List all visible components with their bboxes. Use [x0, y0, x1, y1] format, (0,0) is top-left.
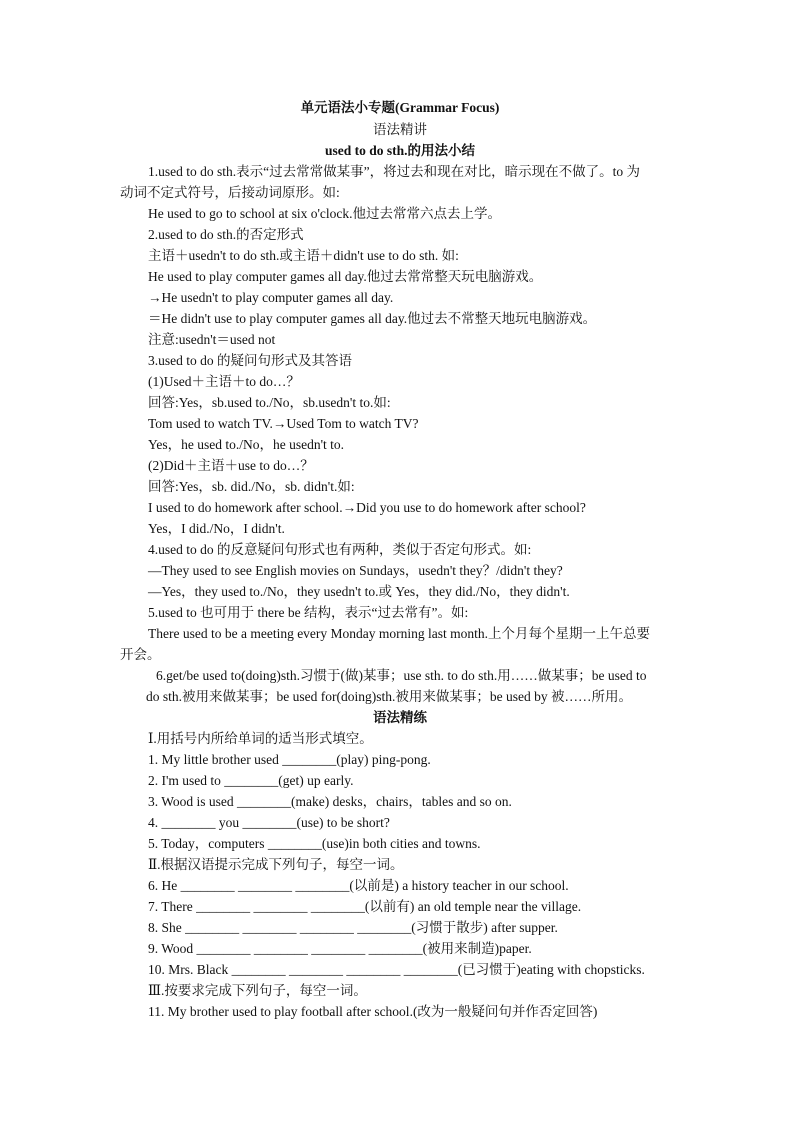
exercise-item: 4. ________ you ________(use) to be short?: [148, 815, 390, 830]
summary-heading: used to do sth.的用法小结: [324, 143, 476, 158]
exercise-item: 9. Wood ________ ________ ________ ________(被用来制造)paper.: [148, 941, 532, 956]
grammar-line: 5.used to 也可用于 there be 结构，表示“过去常有”。如:: [148, 605, 469, 620]
note-line: 注意:usedn't＝used not: [148, 332, 276, 347]
example-line: —They used to see English movies on Sundays，usedn't they？/didn't they?: [148, 563, 563, 578]
section-title: Ⅱ.根据汉语提示完成下列句子，每空一词。: [148, 857, 404, 872]
exercise-item: 3. Wood is used ________(make) desks，chairs，tables and so on.: [148, 794, 512, 809]
exercise-item: 6. He ________ ________ ________(以前是) a history teacher in our school.: [148, 878, 569, 893]
grammar-line: 2.used to do sth.的否定形式: [148, 227, 304, 242]
example-line: Tom used to watch TV.→Used Tom to watch TV?: [148, 416, 419, 431]
example-line: →He usedn't to play computer games all day.: [148, 290, 394, 305]
example-line: ＝He didn't use to play computer games all day.他过去不常整天地玩电脑游戏。: [148, 311, 597, 326]
document-subtitle: 语法精讲: [373, 122, 427, 137]
example-line: Yes，I did./No，I didn't.: [148, 521, 285, 536]
grammar-line: 回答:Yes，sb. did./No，sb. didn't.如:: [148, 479, 355, 494]
exercise-item: 5. Today，computers ________(use)in both cities and towns.: [148, 836, 481, 851]
exercise-item: 7. There ________ ________ ________(以前有) an old temple near the village.: [148, 899, 582, 914]
exercise-item: 2. I'm used to ________(get) up early.: [148, 773, 354, 788]
grammar-line: 动词不定式符号，后接动词原形。如:: [120, 185, 340, 200]
exercise-item: 8. She ________ ________ ________ ________(习惯于散步) after supper.: [148, 920, 558, 935]
section-title: Ⅰ.用括号内所给单词的适当形式填空。: [148, 731, 373, 746]
example-line: 开会。: [120, 647, 161, 662]
grammar-line: 4.used to do 的反意疑问句形式也有两种，类似于否定句形式。如:: [148, 542, 532, 557]
example-line: He used to go to school at six o'clock.他过去常常六点去上学。: [148, 206, 502, 221]
example-line: There used to be a meeting every Monday morning last month.上个月每个星期一上午总要: [148, 626, 651, 641]
grammar-line: 主语＋usedn't to do sth.或主语＋didn't use to do sth. 如:: [148, 248, 459, 263]
grammar-line: 3.used to do 的疑问句形式及其答语: [148, 353, 352, 368]
section-title: Ⅲ.按要求完成下列句子，每空一词。: [148, 983, 367, 998]
grammar-line: 6.get/be used to(doing)sth.习惯于(做)某事；use sth. to do sth.用……做某事；be used to: [156, 668, 647, 683]
document-title: 单元语法小专题(Grammar Focus): [300, 100, 500, 115]
exercise-item: 1. My little brother used ________(play) ping-pong.: [148, 752, 431, 767]
grammar-line: (1)Used＋主语＋to do…？: [148, 374, 300, 389]
grammar-line: 1.used to do sth.表示“过去常常做某事”，将过去和现在对比，暗示现在不做了。to 为: [148, 164, 640, 179]
grammar-line: (2)Did＋主语＋use to do…？: [148, 458, 314, 473]
grammar-line: 回答:Yes，sb.used to./No，sb.usedn't to.如:: [148, 395, 391, 410]
exercise-item: 10. Mrs. Black ________ ________ ________ ________(已习惯于)eating with chopsticks.: [148, 962, 645, 977]
practice-heading: 语法精练: [373, 710, 427, 725]
example-line: He used to play computer games all day.他过去常常整天玩电脑游戏。: [148, 269, 543, 284]
exercise-item: 11. My brother used to play football after school.(改为一般疑问句并作否定回答): [148, 1004, 598, 1019]
example-line: —Yes，they used to./No，they usedn't to.或 Yes，they did./No，they didn't.: [148, 584, 570, 599]
example-line: Yes，he used to./No，he usedn't to.: [148, 437, 345, 452]
grammar-line: do sth.被用来做某事；be used for(doing)sth.被用来做某事；be used by 被……所用。: [146, 689, 632, 704]
example-line: I used to do homework after school.→Did you use to do homework after school?: [148, 500, 586, 515]
